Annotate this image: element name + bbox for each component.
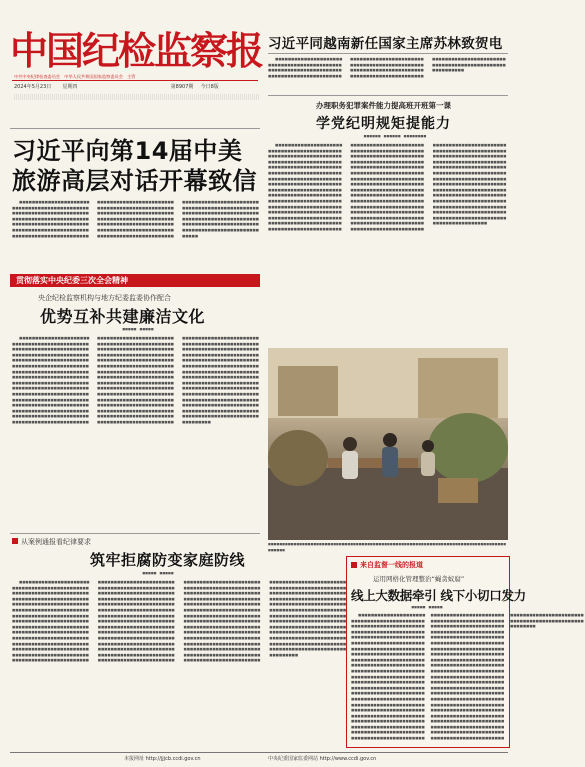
masthead-dateline [14, 83, 260, 93]
footer-left-url[interactable]: 本报网址 http://jjjcb.ccdi.gov.cn [124, 756, 201, 762]
culture-kicker: 央企纪检监察机构与地方纪委监委协作配合 [38, 294, 171, 302]
footer-right-url[interactable]: 中央纪委国家监委网站 http://www.ccdi.gov.cn [268, 756, 377, 762]
lead-body: ■■■■■■■■■■■■■■■■■■■■■■■■■■■■■■■■■■■■■■■■■■■■■■■■■■■■■■■■■■■■■■■■■■■■■■■■■■■■■■■■■■■■■■■■■■■■■■■■■■■■■■■■■■■■■■■■■■■■■■■■■■■■■■■■■■■■■■■■■■■■■■■■■■■■■■■■■■■■■■■■■■■■■■■■■■■■■■■■■■■■■■■■■■■■■■■■■■■■■■■■■■■■■■■■■■■■■■■■■■■■■■■■■■■■■■■■■■■■■■■■■■■■■■■■■■■■■■■■■■■■■■■■■■■■■■■■■■■■■■■■■■■■■■■■■■■■■■■■■■■■■■■■■■■■■■■■■■■■■■■■■■■■■■■■■■■■■■■■■■■■■■■■■■■■■■■■■■■■■■■■■■■■■■■■■■■■■■■■■■■■■■■■■■■■■■■■■■■■■■■■■■■■■■■■■■■■■■■■■■■■■■■■■■■■■■■■■■■■■■■■■■■■■■■■■■■■■■■■■■■■■■■■■■■■■■■■■■■■■■■■■■■ [12, 200, 259, 238]
report-body: ■■■■■■■■■■■■■■■■■■■■■■■■■■■■■■■■■■■■■■■■■■■■■■■■■■■■■■■■■■■■■■■■■■■■■■■■■■■■■■■■■■■■■■■■■■■■■■■■■■■■■■■■■■■■■■■■■■■■■■■■■■■■■■■■■■■■■■■■■■■■■■■■■■■■■■■■■■■■■■■■■■■■■■■■■■■■■■■■■■■■■■■■■■■■■■■■■■■■■■■■■■■■■■■■■■■■■■■■■■■■■■■■■■■■■■■■■■■■■■■■■■■■■■■■■■■■■■■■■■■■■■■■■■■■■■■■■■■■■■■■■■■■■■■■■■■■■■■■■■■■■■■■■■■■■■■■■■■■■■■■■■■■■■■■■■■■■■■■■■■■■■■■■■■■■■■■■■■■■■■■■■■■■■■■■■■■■■■■■■■■■■■■■■■■■■■■■■■■■■■■■■■■■■■■■■■■■■■■■■■■■■■■■■■■■■■■■■■■■■■■■■■■■■■■■■■■■■■■■■■■■■■■■■■■■■■■■■■■■■■■■■■■■■■■■■■■■■■■■■■■■■■■■■■■■■■■■■■■■■■■■■■■■■■■■■■■■■■■■■■■■■■■■■■■■■■■■■■■■■■■■■■■■■■■■■■■■■■■■■■■■■■■■■■■■■■■■■■■■■■■■■■■■■■■■■■■■■■■■■■■■■■■■■■■■■■■■■■■■■■■■■■■■■■■■■■■■■■■■■■■■■■■■■■■■■■■■■■■■■■■■■■■■■■■■■■■■■■■■■■■■■■■■■■■■■■■■■■■■■■■■■■■■■■■■■■■■■■■■■■■■■■■■■■■■■■■■■■■■■■■■■■■■■■■■■■■■■■■■■■■■■■■■■■■■■■■■■■■■■■■■■■■■■■■■■■■■■■■■■■■■■■■■■■■■■■■■■■■■■■■■■■■■■■■■■■■■■■■■■■■■■■■■■■■■■■■■■■■■■■■■■■■■■■■■■■■■■■■■■■■■■■■■■■■■■■■■■■■■■■■■■■■■■■■■■■■■■■■■■■■■■■■■■■■■■■■■■■■■■■■■■■■■■■■■■■■■■■■■■■■■■■■■■■■■■■■■■■■■■■■■■■■■■■■■■■■■■■■■■■■■■■■■■■■■■■■■■■■■■■■■■■■■■■■■■■■■■■■■■■■■■■■■■■■■■■■■■■■■■■■■■■■■■■■■■■■■■■■■■■■■■■■■■■■■■ [351, 613, 584, 741]
photo-caption: ■■■■■■■■■■■■■■■■■■■■■■■■■■■■■■■■■■■■■■■■■■■■■■■■■■■■■■■■■■■■■■■■■■■■■■■■■■■■■■■■■■■■■■■■■■ [268, 542, 507, 552]
issue-number: 第8907期 [170, 84, 194, 90]
family-headline: 筑牢拒腐防变家庭防线 [90, 551, 246, 569]
family-byline: ■■■■■ ■■■■■ [142, 571, 174, 575]
news-photo-illustration [268, 348, 508, 540]
report-label: 来自监督一线的报道 [360, 561, 423, 569]
section-banner [10, 274, 260, 287]
family-kicker-marker [12, 538, 18, 544]
secondary-rule-top [268, 95, 508, 96]
issue-pages: 今日8版 [200, 84, 219, 90]
family-body: ■■■■■■■■■■■■■■■■■■■■■■■■■■■■■■■■■■■■■■■■■■■■■■■■■■■■■■■■■■■■■■■■■■■■■■■■■■■■■■■■■■■■■■■■■■■■■■■■■■■■■■■■■■■■■■■■■■■■■■■■■■■■■■■■■■■■■■■■■■■■■■■■■■■■■■■■■■■■■■■■■■■■■■■■■■■■■■■■■■■■■■■■■■■■■■■■■■■■■■■■■■■■■■■■■■■■■■■■■■■■■■■■■■■■■■■■■■■■■■■■■■■■■■■■■■■■■■■■■■■■■■■■■■■■■■■■■■■■■■■■■■■■■■■■■■■■■■■■■■■■■■■■■■■■■■■■■■■■■■■■■■■■■■■■■■■■■■■■■■■■■■■■■■■■■■■■■■■■■■■■■■■■■■■■■■■■■■■■■■■■■■■■■■■■■■■■■■■■■■■■■■■■■■■■■■■■■■■■■■■■■■■■■■■■■■■■■■■■■■■■■■■■■■■■■■■■■■■■■■■■■■■■■■■■■■■■■■■■■■■■■■■■■■■■■■■■■■■■■■■■■■■■■■■■■■■■■■■■■■■■■■■■■■■■■■■■■■■■■■■■■■■■■■■■■■■■■■■■■■■■■■■■■■■■■■■■■■■■■■■■■■■■■■■■■■■■■■■■■■■■■■■■■■■■■■■■■■■■■■■■■■■■■■■■■■■■■■■■■■■■■■■■■■■■■■■■■■■■■■■■■■■■■■■■■■■■■■■■■■■■■■■■■■■■■■■■■■■■■■■■■■■■■■■■■■■■■■■■■■■■■■■■■■■■■■■■■■■■■■■■■■■■■■■■■■■■■■■■■■■■■■■■■■■■■■■■■■■■■■■■■■■■■■■■■■■■■■■■■■■■■■■■■■■■■■■■■■■■■■■■■■■■■■■■■■■■■■■■■■■■■■■■■■■■■■■■■■■■■■■■■■■■■■■■■■■■■■■■■■■■■■■■■■■■■■■■■■■■■■■■■■■■■■■■■■■■■■■■■■■■■■■■■■■■■■■■■■■■■■■■■■■■■■■■■■■■■■■■■■■■■■■■■■■■■■■■■■■■■■■■■■■■■■■■■■■■■■■■■■■■■■■■■■■■■■■■■■■■■■■■■■■■■■■■■■■■■■■■■■■■■■■■■■■■■■■■■■■■■■■■■■■■■■■■■■■■■■■■■■■■■■■■■■■■■■■■■■■■■■■■■■■■■■■■■■■■■■■■■■■■■■■■■■■■■■■■■■■■■■■■■■■■■■■■■■■■■■■■■■■■■■■■■■■■■■■■■■■■■■■■■■■■■■■■■■■■■■■■■■■■■■■■■■■■■■■■■■■■■■■■■■■■■■■■■■■■■■■■■■■■■■■■■■■■■■■■■■■■■■■■■■■■■■■■■■■■■■■■■■■■■■■■■■■■■■■■■■■■■■■■■■■■■■■■■■■■■■■■■■■■■■■■■■■■■■■■■■■■■■■■■■■■■■■■■■■■■■■■■■■■■■■■■■■■■■■■■■■■■■■■■■■■■■■■■■■■■■■■■■■ [12, 580, 347, 663]
secondary-headline: 学党纪明规矩提能力 [316, 116, 451, 132]
issue-date: 2024年5月23日 [14, 84, 52, 90]
top-story-rule [268, 53, 508, 54]
report-box [346, 556, 584, 748]
footer-rule [10, 752, 508, 753]
report-headline: 线上大数据牵引 线下小切口发力 [351, 588, 526, 603]
lead-headline-line1: 习近平向第14届中美 [12, 137, 243, 165]
report-kicker: 运用网格化管理整治“蝇贪蚁腐” [373, 575, 465, 583]
report-byline: ■■■■■ ■■■■■ [411, 605, 443, 609]
news-photo [268, 348, 508, 540]
masthead-fineprint [14, 94, 260, 100]
top-story-headline: 习近平同越南新任国家主席苏林致贺电 [268, 36, 503, 52]
family-rule [10, 533, 260, 534]
section-banner-label: 贯彻落实中央纪委三次全会精神 [16, 276, 128, 285]
lead-headline-line2: 旅游高层对话开幕致信 [12, 167, 257, 195]
culture-body: ■■■■■■■■■■■■■■■■■■■■■■■■■■■■■■■■■■■■■■■■■■■■■■■■■■■■■■■■■■■■■■■■■■■■■■■■■■■■■■■■■■■■■■■■■■■■■■■■■■■■■■■■■■■■■■■■■■■■■■■■■■■■■■■■■■■■■■■■■■■■■■■■■■■■■■■■■■■■■■■■■■■■■■■■■■■■■■■■■■■■■■■■■■■■■■■■■■■■■■■■■■■■■■■■■■■■■■■■■■■■■■■■■■■■■■■■■■■■■■■■■■■■■■■■■■■■■■■■■■■■■■■■■■■■■■■■■■■■■■■■■■■■■■■■■■■■■■■■■■■■■■■■■■■■■■■■■■■■■■■■■■■■■■■■■■■■■■■■■■■■■■■■■■■■■■■■■■■■■■■■■■■■■■■■■■■■■■■■■■■■■■■■■■■■■■■■■■■■■■■■■■■■■■■■■■■■■■■■■■■■■■■■■■■■■■■■■■■■■■■■■■■■■■■■■■■■■■■■■■■■■■■■■■■■■■■■■■■■■■■■■■■■■■■■■■■■■■■■■■■■■■■■■■■■■■■■■■■■■■■■■■■■■■■■■■■■■■■■■■■■■■■■■■■■■■■■■■■■■■■■■■■■■■■■■■■■■■■■■■■■■■■■■■■■■■■■■■■■■■■■■■■■■■■■■■■■■■■■■■■■■■■■■■■■■■■■■■■■■■■■■■■■■■■■■■■■■■■■■■■■■■■■■■■■■■■■■■■■■■■■■■■■■■■■■■■■■■■■■■■■■■■■■■■■■■■■■■■■■■■■■■■■■■■■■■■■■■■■■■■■■■■■■■■■■■■■■■■■■■■■■■■■■■■■■■■■■■■■■■■■■■■■■■■■■■■■■■■■■■■■■■■■■■■■■■■■■■■■■■■■■■■■■■■■■■■■■■■■■■■■■■■■■■■■■■■■■■■■■■■■■■■■■■■■■■■■■■■■■■■■■■■■■■■■■■■■■■■■■■■■■■■■■■■■■■■■■■■■■■■■■■■■■■■■■■■■■■■■■■■■■■■■■■■■■■■■■■■■■■■■■■■■■■■■■■■■■■■■■■■■■■■■■■■■■■■■■■■■■■■■■■■■■■■■■■■■■■■■■■■■■■■■■■■■■■■■■■■■■■■■■■■■■■■■■■■■■■■■■■■■■■■■■■■■■■■■■■■■■■■■■■■■■■■■■■■■■■■■■■■■■■■■■■■■■■■■■■■■■■■■■■■■■■■■■■■■■■■ [12, 336, 259, 424]
top-story-body: ■■■■■■■■■■■■■■■■■■■■■■■■■■■■■■■■■■■■■■■■■■■■■■■■■■■■■■■■■■■■■■■■■■■■■■■■■■■■■■■■■■■■■■■■■■■■■■■■■■■■■■■■■■■■■■■■■■■■■■■■■■■■■■■■■■■■■■■■■■■■■■■■■■■■■■■■■■■■■■■■■■■■■■■■■■■■■■■■■■■■■■■■■■■■■■■■■■■■■■■■■■■■■■■■■■■■■■■■■■■■■■■■■■■■■■■■■■■■■■ [268, 57, 506, 78]
culture-headline: 优势互补共建廉洁文化 [40, 307, 206, 326]
issue-weekday: 星期四 [62, 84, 78, 90]
report-label-marker [351, 562, 357, 568]
masthead-sponsors: 中共中央纪律检查委员会 中华人民共和国国家监察委员会 主管 [14, 74, 136, 79]
masthead-rule [12, 80, 258, 81]
family-kicker: 从案例通报看纪律要求 [21, 538, 91, 546]
culture-byline: ■■■■■ ■■■■■ [122, 327, 154, 331]
masthead-title: 中国纪检监察报 [10, 28, 263, 73]
lead-rule [10, 128, 260, 129]
secondary-kicker: 办理职务犯罪案件能力提高班开班第一课 [316, 101, 451, 110]
secondary-byline: ■■■■■■ ■■■■■■ ■■■■■■■■ [363, 134, 427, 138]
secondary-body: ■■■■■■■■■■■■■■■■■■■■■■■■■■■■■■■■■■■■■■■■■■■■■■■■■■■■■■■■■■■■■■■■■■■■■■■■■■■■■■■■■■■■■■■■■■■■■■■■■■■■■■■■■■■■■■■■■■■■■■■■■■■■■■■■■■■■■■■■■■■■■■■■■■■■■■■■■■■■■■■■■■■■■■■■■■■■■■■■■■■■■■■■■■■■■■■■■■■■■■■■■■■■■■■■■■■■■■■■■■■■■■■■■■■■■■■■■■■■■■■■■■■■■■■■■■■■■■■■■■■■■■■■■■■■■■■■■■■■■■■■■■■■■■■■■■■■■■■■■■■■■■■■■■■■■■■■■■■■■■■■■■■■■■■■■■■■■■■■■■■■■■■■■■■■■■■■■■■■■■■■■■■■■■■■■■■■■■■■■■■■■■■■■■■■■■■■■■■■■■■■■■■■■■■■■■■■■■■■■■■■■■■■■■■■■■■■■■■■■■■■■■■■■■■■■■■■■■■■■■■■■■■■■■■■■■■■■■■■■■■■■■■■■■■■■■■■■■■■■■■■■■■■■■■■■■■■■■■■■■■■■■■■■■■■■■■■■■■■■■■■■■■■■■■■■■■■■■■■■■■■■■■■■■■■■■■■■■■■■■■■■■■■■■■■■■■■■■■■■■■■■■■■■■■■■■■■■■■■■■■■■■■■■■■■■■■■■■■■■■■■■■■■■■■■■■■■■■■■■■■■■■■■■■■■■■■■■■■■■■■■■■■■■■■■■■■■■■■■■■■■■■■■■■■■■■■■■■■■■■■■■■■■■■■■■■■■■■■■■■■■■■■■■■■■■■■■■■■■■■■■■■■■■■■■■■■■■■■■■■■■■■■■■■■■■■■■■■■■■■■■■■■■■■■■■■■■■■■■■■■■■■■■■■■■■■■■■■■■■■■■■■■■■■■■■■■■■■■■■■■■■■■■■■■■■■■■■■■■■■■■■■■■■■■■■■■■■■■■■■■■■■■■■■■■■■■■■■■■■■■■■■■■■■■■■■■■■■■■■■■■■■■■■■■■■■■■■■■■■■■■■■■■■■■■■■■■■■■■■■■■■■■■■■■■■■■■■■■■■■■■■■■■■■■■■■■■■■■■■■■■■■■■■■■■■■■■■■■■■■■■■■■■■■■■■■■■■■■■■■■■■■■■■■■■■■■■■ [268, 143, 507, 231]
